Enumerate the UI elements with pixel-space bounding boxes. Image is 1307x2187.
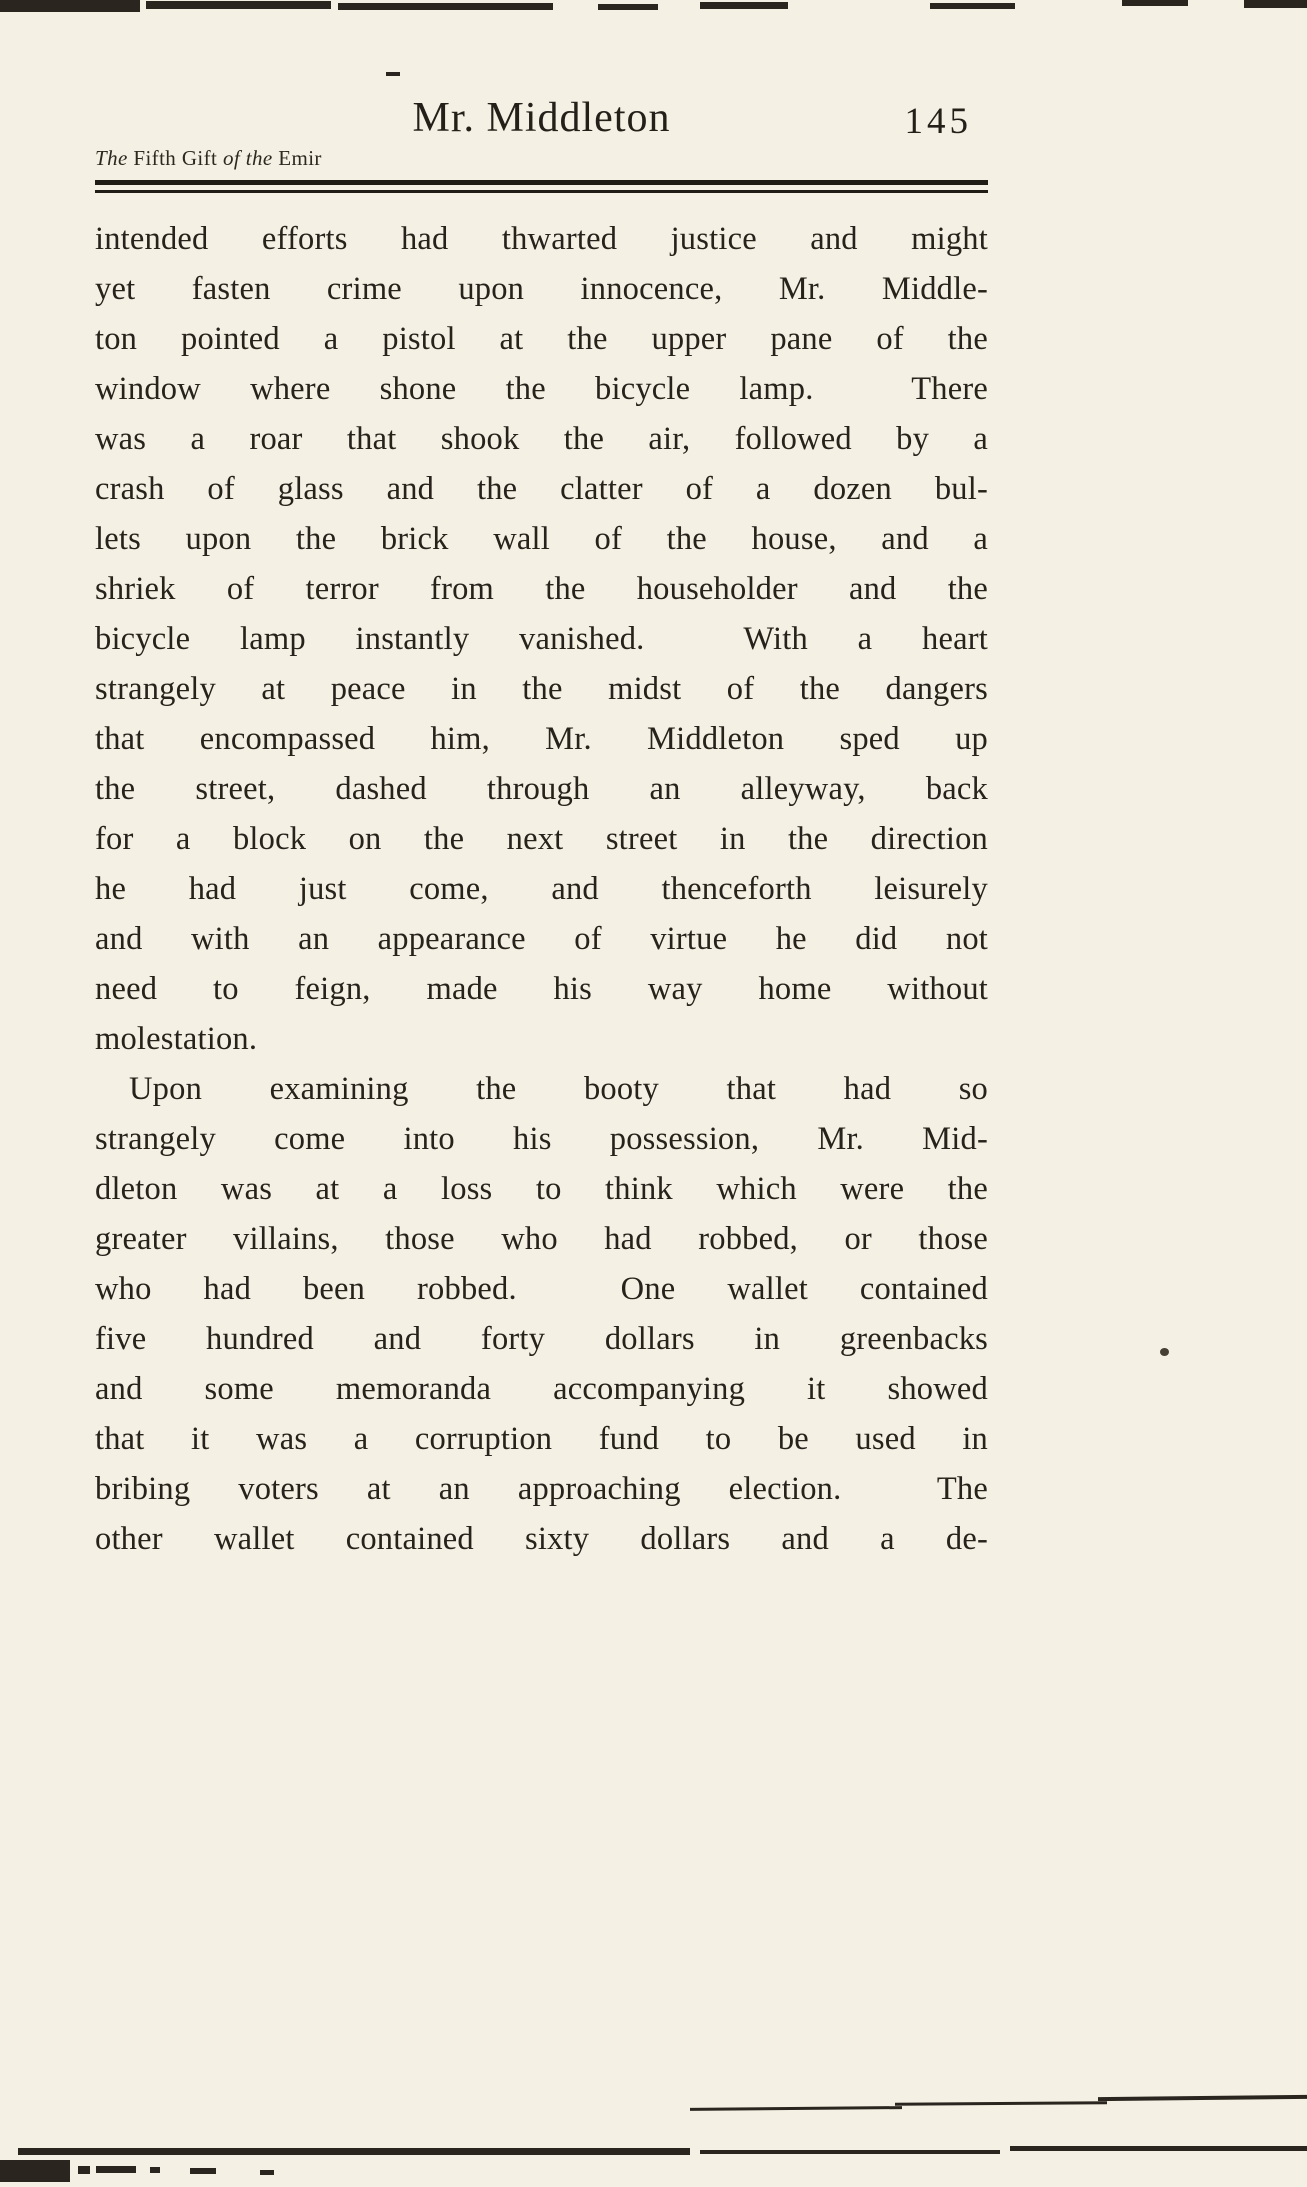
scan-artifact-bottom <box>78 2166 90 2174</box>
text-line: intended efforts had thwarted justice and might <box>95 221 988 257</box>
text-line: strangely come into his possession, Mr. Mid- <box>95 1121 988 1157</box>
text-line: lets upon the brick wall of the house, and a <box>95 521 988 557</box>
text-line: crash of glass and the clatter of a dozen bul- <box>95 471 988 507</box>
text-line: strangely at peace in the midst of the dangers <box>95 671 988 707</box>
double-rule <box>95 180 988 193</box>
text-line: was a roar that shook the air, followed by a <box>95 421 988 457</box>
scan-artifact-bottom <box>150 2167 160 2173</box>
text-line: and some memoranda accompanying it showed <box>95 1371 988 1407</box>
text-line: the street, dashed through an alleyway, back <box>95 771 988 807</box>
scan-artifact-bottom <box>260 2170 274 2175</box>
text-line: Upon examining the booty that had so <box>129 1071 988 1107</box>
scan-artifact-bottom <box>190 2168 216 2174</box>
scan-artifact-bottom <box>700 2150 1000 2154</box>
scan-artifact-bottom <box>18 2148 690 2155</box>
text-line: that encompassed him, Mr. Middleton sped up <box>95 721 988 757</box>
text-line: yet fasten crime upon innocence, Mr. Middle- <box>95 271 988 307</box>
page-header <box>95 94 988 142</box>
scan-artifact-bottom <box>1098 2095 1307 2101</box>
scan-artifact-bottom <box>1010 2146 1307 2151</box>
text-line: and with an appearance of virtue he did not <box>95 921 988 957</box>
text-line: need to feign, made his way home without <box>95 971 988 1007</box>
text-line: greater villains, those who had robbed, or those <box>95 1221 988 1257</box>
scan-artifact-bottom <box>96 2166 136 2173</box>
text-column <box>95 0 988 1564</box>
scan-artifact-top <box>1122 0 1188 6</box>
text-line: five hundred and forty dollars in greenbacks <box>95 1321 988 1357</box>
text-line: he had just come, and thenceforth leisurely <box>95 871 988 907</box>
scan-artifact-bottom <box>0 2160 70 2182</box>
body-text <box>95 214 988 1564</box>
text-line: molestation. <box>95 1021 258 1057</box>
text-line: bicycle lamp instantly vanished. With a heart <box>95 621 988 657</box>
page-title: Mr. Middleton <box>412 95 671 141</box>
scan-artifact-bottom <box>895 2101 1107 2105</box>
text-line: bribing voters at an approaching election. The <box>95 1471 988 1507</box>
text-line: that it was a corruption fund to be used in <box>95 1421 988 1457</box>
scan-artifact-bottom <box>690 2106 902 2111</box>
text-line: shriek of terror from the householder and the <box>95 571 988 607</box>
text-line: window where shone the bicycle lamp. There <box>95 371 988 407</box>
ink-dot <box>1160 1348 1169 1356</box>
running-title: The Fifth Gift of the Emir <box>95 146 322 170</box>
text-line: for a block on the next street in the direction <box>95 821 988 857</box>
page-number: 145 <box>904 101 972 142</box>
text-line: who had been robbed. One wallet contained <box>95 1271 988 1307</box>
text-line: ton pointed a pistol at the upper pane of the <box>95 321 988 357</box>
text-line: dleton was at a loss to think which were the <box>95 1171 988 1207</box>
text-line: other wallet contained sixty dollars and a de- <box>95 1521 988 1557</box>
scan-artifact-top <box>1244 0 1307 8</box>
